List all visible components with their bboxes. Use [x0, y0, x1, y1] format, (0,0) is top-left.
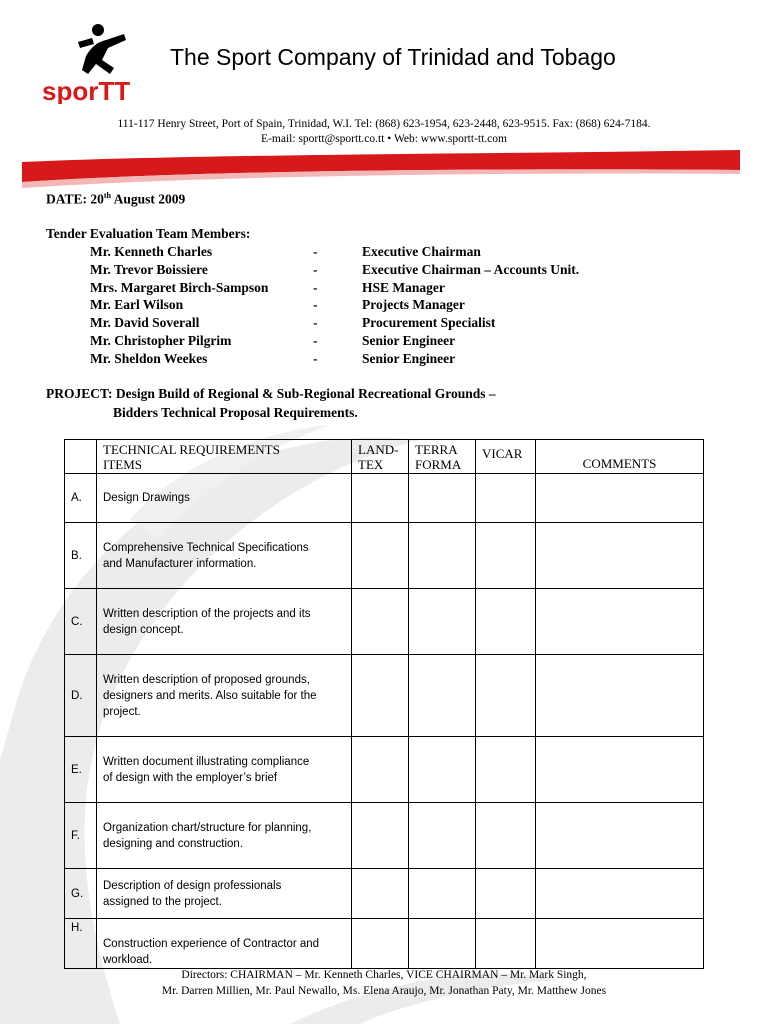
- cell-landtex[interactable]: [352, 869, 409, 919]
- row-requirement: Construction experience of Contractor and workload.: [97, 919, 352, 969]
- cell-landtex[interactable]: [352, 803, 409, 869]
- cell-landtex[interactable]: [352, 919, 409, 969]
- team-heading: Tender Evaluation Team Members:: [46, 226, 251, 241]
- row-requirement: Organization chart/structure for planning, designing and construction.: [97, 803, 352, 869]
- member-name: Mr. Earl Wilson: [90, 297, 184, 312]
- cell-landtex[interactable]: [352, 589, 409, 655]
- project-subtitle: Bidders Technical Proposal Requirements.: [113, 405, 358, 420]
- header-landtex: LAND- TEX: [352, 440, 409, 474]
- cell-landtex[interactable]: [352, 655, 409, 737]
- member-title: Executive Chairman: [362, 244, 481, 259]
- table-row: [65, 655, 704, 737]
- member-name: Mr. Trevor Boissiere: [90, 262, 208, 277]
- member-title: Executive Chairman – Accounts Unit.: [362, 262, 580, 277]
- cell-terra-forma[interactable]: [409, 474, 476, 523]
- cell-vicar[interactable]: [476, 803, 536, 869]
- cell-terra-forma[interactable]: [409, 869, 476, 919]
- cell-vicar[interactable]: [476, 474, 536, 523]
- cell-vicar[interactable]: [476, 589, 536, 655]
- cell-vicar[interactable]: [476, 737, 536, 803]
- cell-vicar[interactable]: [476, 523, 536, 589]
- cell-comments[interactable]: [536, 655, 704, 737]
- member-name: Mrs. Margaret Birch-Sampson: [90, 280, 269, 295]
- company-contact: E-mail: sportt@sportt.co.tt • Web: www.sportt-tt.com: [261, 133, 507, 145]
- table-row: [65, 803, 704, 869]
- member-name: Mr. Sheldon Weekes: [90, 351, 208, 366]
- row-letter: D.: [65, 655, 97, 737]
- cell-comments[interactable]: [536, 869, 704, 919]
- table-row: [65, 919, 704, 969]
- member-name: Mr. Kenneth Charles: [90, 244, 213, 259]
- cell-comments[interactable]: [536, 474, 704, 523]
- row-letter: H.: [65, 919, 97, 969]
- company-address: 111-117 Henry Street, Port of Spain, Trinidad, W.I. Tel: (868) 623-1954, 623-2448, 623-9515. Fax: (868) 624-7184.: [117, 118, 651, 130]
- company-name: The Sport Company of Trinidad and Tobago: [170, 44, 616, 70]
- table-header-row: [65, 440, 704, 474]
- header-comments: COMMENTS: [536, 440, 704, 474]
- header-terra-forma: TERRA FORMA: [409, 440, 476, 474]
- date-line: DATE: 20th August 2009: [46, 191, 186, 207]
- requirements-table: [64, 439, 704, 969]
- logo-wordmark: sporTT: [42, 76, 131, 104]
- row-letter: F.: [65, 803, 97, 869]
- cell-landtex[interactable]: [352, 474, 409, 523]
- row-letter: B.: [65, 523, 97, 589]
- row-requirement: Written document illustrating compliance of design with the employer’s brief: [97, 737, 352, 803]
- directors-line-1: Directors: CHAIRMAN – Mr. Kenneth Charles, VICE CHAIRMAN – Mr. Mark Singh,: [181, 969, 587, 981]
- header-vicar: VICAR: [476, 440, 536, 474]
- cell-terra-forma[interactable]: [409, 737, 476, 803]
- member-dash: -: [313, 315, 318, 330]
- header-red-band: [0, 148, 768, 194]
- table-row: [65, 737, 704, 803]
- member-title: Procurement Specialist: [362, 315, 496, 330]
- row-letter: C.: [65, 589, 97, 655]
- member-title: Projects Manager: [362, 297, 465, 312]
- member-dash: -: [313, 262, 318, 277]
- row-requirement: Description of design professionals assigned to the project.: [97, 869, 352, 919]
- member-name: Mr. David Soverall: [90, 315, 200, 330]
- cell-landtex[interactable]: [352, 737, 409, 803]
- cell-landtex[interactable]: [352, 523, 409, 589]
- member-title: Senior Engineer: [362, 351, 456, 366]
- member-title: Senior Engineer: [362, 333, 456, 348]
- cell-comments[interactable]: [536, 919, 704, 969]
- row-requirement: Written description of proposed grounds, designers and merits. Also suitable for the project.: [97, 655, 352, 737]
- member-dash: -: [313, 244, 318, 259]
- member-dash: -: [313, 351, 318, 366]
- table-row: [65, 523, 704, 589]
- table-row: [65, 589, 704, 655]
- table-row: [65, 474, 704, 523]
- cell-terra-forma[interactable]: [409, 523, 476, 589]
- cell-comments[interactable]: [536, 737, 704, 803]
- cell-terra-forma[interactable]: [409, 803, 476, 869]
- member-dash: -: [313, 297, 318, 312]
- member-dash: -: [313, 280, 318, 295]
- member-name: Mr. Christopher Pilgrim: [90, 333, 232, 348]
- row-letter: A.: [65, 474, 97, 523]
- cell-vicar[interactable]: [476, 869, 536, 919]
- cell-comments[interactable]: [536, 803, 704, 869]
- header-items: TECHNICAL REQUIREMENTS ITEMS: [97, 440, 352, 474]
- member-title: HSE Manager: [362, 280, 445, 295]
- row-requirement: Design Drawings: [97, 474, 352, 523]
- row-requirement: Comprehensive Technical Specifications and Manufacturer information.: [97, 523, 352, 589]
- cell-terra-forma[interactable]: [409, 919, 476, 969]
- cell-vicar[interactable]: [476, 655, 536, 737]
- project-title: PROJECT: Design Build of Regional & Sub-Regional Recreational Grounds –: [46, 386, 496, 401]
- sportt-logo: [40, 20, 160, 104]
- row-requirement: Written description of the projects and its design concept.: [97, 589, 352, 655]
- cell-vicar[interactable]: [476, 919, 536, 969]
- cell-terra-forma[interactable]: [409, 655, 476, 737]
- cell-comments[interactable]: [536, 523, 704, 589]
- member-dash: -: [313, 333, 318, 348]
- directors-line-2: Mr. Darren Millien, Mr. Paul Newallo, Ms. Elena Araujo, Mr. Jonathan Paty, Mr. Matthew Jones: [161, 985, 607, 997]
- row-letter: G.: [65, 869, 97, 919]
- cell-comments[interactable]: [536, 589, 704, 655]
- header-letter-cell: [65, 440, 97, 474]
- cell-terra-forma[interactable]: [409, 589, 476, 655]
- table-row: [65, 869, 704, 919]
- row-letter: E.: [65, 737, 97, 803]
